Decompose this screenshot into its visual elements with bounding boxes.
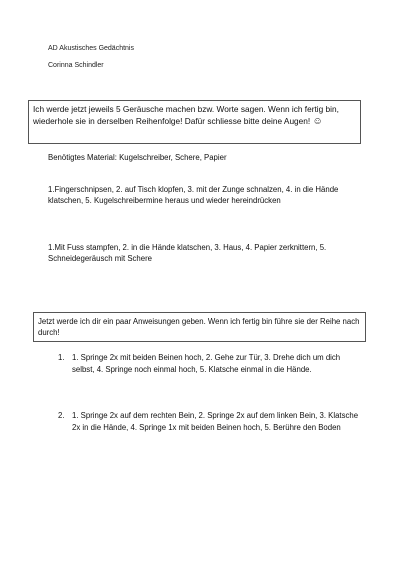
list-item-number: 1.	[58, 353, 65, 362]
sound-sequence-1: 1.Fingerschnipsen, 2. auf Tisch klopfen, 3. mit der Zunge schnalzen, 4. in die Hände klatschen, 5. Kugelschreibermine heraus und wieder hereindrücken	[48, 185, 339, 205]
sound-sequence-2: 1.Mit Fuss stampfen, 2. in die Hände klatschen, 3. Haus, 4. Papier zerknittern, 5. Schneidegeräusch mit Schere	[48, 243, 327, 263]
list-item	[58, 352, 363, 376]
list-item-text: 1. Springe 2x mit beiden Beinen hoch, 2. Gehe zur Tür, 3. Drehe dich um dich selbst, 4. Springe noch einmal hoch, 5. Klatsche einmal in die Hände.	[72, 353, 341, 374]
task2-instruction-box	[33, 312, 366, 342]
task1-instruction: Ich werde jetzt jeweils 5 Geräusche machen bzw. Worte sagen. Wenn ich fertig bin, wiederhole sie in derselben Reihenfolge! Dafür schliesse bitte deine Augen!	[33, 104, 339, 126]
material-line: Benötigtes Material: Kugelschreiber, Schere, Papier	[48, 153, 227, 162]
list-item	[58, 410, 363, 434]
task1-instruction-box	[28, 100, 361, 144]
task2-instruction: Jetzt werde ich dir ein paar Anweisungen geben. Wenn ich fertig bin führe sie der Reihe nach durch!	[38, 317, 360, 337]
document-author: Corinna Schindler	[48, 62, 104, 69]
list-item-number: 2.	[58, 411, 65, 420]
list-item-text: 1. Springe 2x auf dem rechten Bein, 2. Springe 2x auf dem linken Bein, 3. Klatsche 2x in die Hände, 4. Springe 1x mit beiden Beinen hoch, 5. Berühre den Boden	[72, 411, 359, 432]
smiley-icon: ☺	[312, 115, 323, 127]
document-title: AD Akustisches Gedächtnis	[48, 45, 134, 52]
